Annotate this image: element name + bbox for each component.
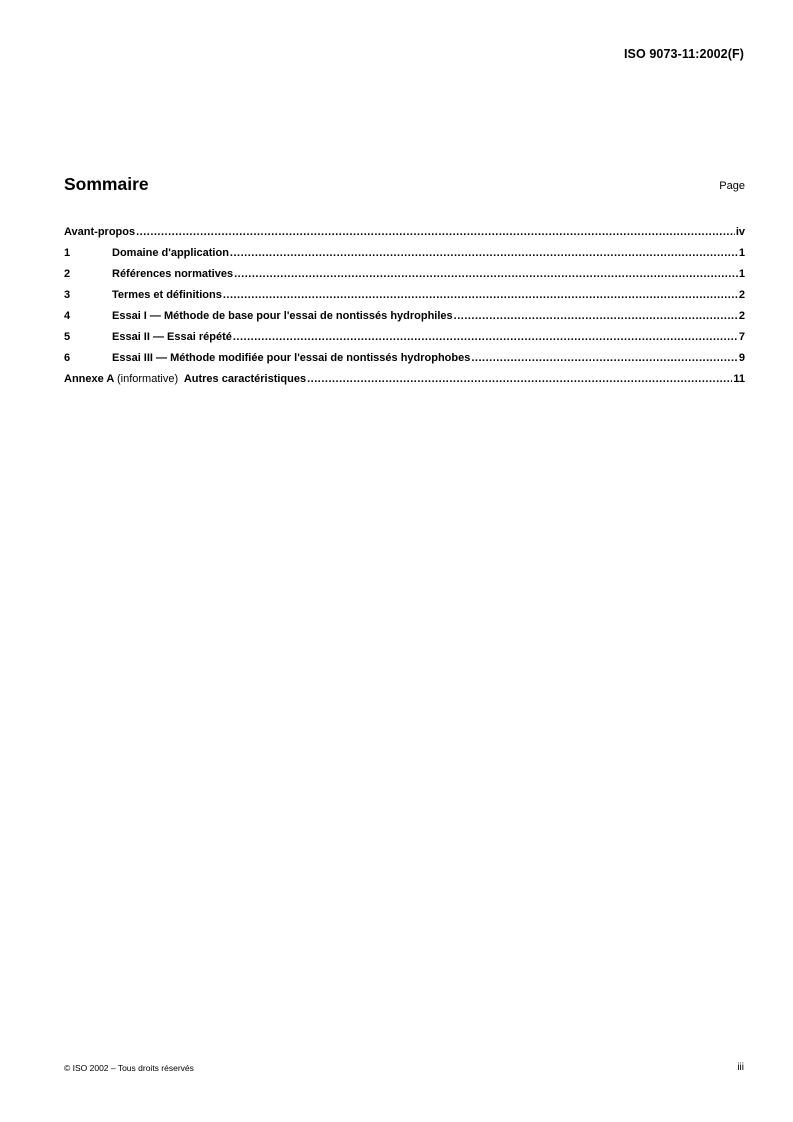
footer-page-number: iii: [737, 1062, 744, 1073]
toc-entry-page: 7: [738, 331, 745, 343]
toc-entry-page: 1: [738, 268, 745, 280]
annex-title: Autres caractéristiques: [183, 373, 307, 385]
toc-entry-2[interactable]: [64, 268, 745, 289]
toc-entry-label: Essai I — Méthode de base pour l'essai de nontissés hydrophiles: [112, 310, 453, 322]
toc-entry-label: Domaine d'application: [112, 247, 229, 259]
dot-leader: [230, 247, 738, 260]
toc-entry-label: Essai III — Méthode modifiée pour l'essai de nontissés hydrophobes: [112, 352, 471, 364]
toc-entry-number: 6: [64, 352, 71, 364]
toc-entry-page: iv: [735, 226, 745, 238]
footer-copyright: © ISO 2002 – Tous droits réservés: [64, 1063, 194, 1073]
dot-leader: [471, 352, 738, 365]
table-of-contents: [64, 226, 745, 394]
toc-entry-label: Essai II — Essai répété: [112, 331, 232, 343]
toc-entry-page: 1: [738, 247, 745, 259]
dot-leader: [233, 331, 738, 344]
page-column-label: Page: [719, 180, 745, 192]
toc-entry-foreword[interactable]: [64, 226, 745, 247]
dot-leader: [136, 226, 735, 239]
toc-entry-label: [64, 373, 306, 386]
toc-header: [64, 174, 745, 200]
toc-entry-1[interactable]: [64, 247, 745, 268]
toc-entry-6[interactable]: [64, 352, 745, 373]
toc-entry-number: 4: [64, 310, 71, 322]
toc-entry-page: 2: [738, 310, 745, 322]
toc-entry-label: Références normatives: [112, 268, 234, 280]
toc-entry-label: Termes et définitions: [112, 289, 222, 301]
toc-entry-page: 11: [733, 373, 745, 385]
dot-leader: [307, 373, 732, 386]
page-title: Sommaire: [64, 174, 149, 194]
toc-entry-3[interactable]: [64, 289, 745, 310]
toc-entry-annex-a[interactable]: [64, 373, 745, 394]
toc-entry-number: 2: [64, 268, 71, 280]
dot-leader: [234, 268, 738, 281]
toc-entry-page: 2: [738, 289, 745, 301]
toc-entry-number: 5: [64, 331, 71, 343]
annex-label: Annexe A: [64, 373, 114, 385]
dot-leader: [223, 289, 738, 302]
toc-entry-label: Avant-propos: [64, 226, 136, 238]
document-id: ISO 9073-11:2002(F): [623, 47, 744, 61]
toc-entry-5[interactable]: [64, 331, 745, 352]
dot-leader: [454, 310, 738, 323]
toc-entry-number: 3: [64, 289, 71, 301]
toc-entry-4[interactable]: [64, 310, 745, 331]
toc-entry-page: 9: [738, 352, 745, 364]
toc-entry-number: 1: [64, 247, 71, 259]
annex-note: (informative): [116, 373, 179, 385]
